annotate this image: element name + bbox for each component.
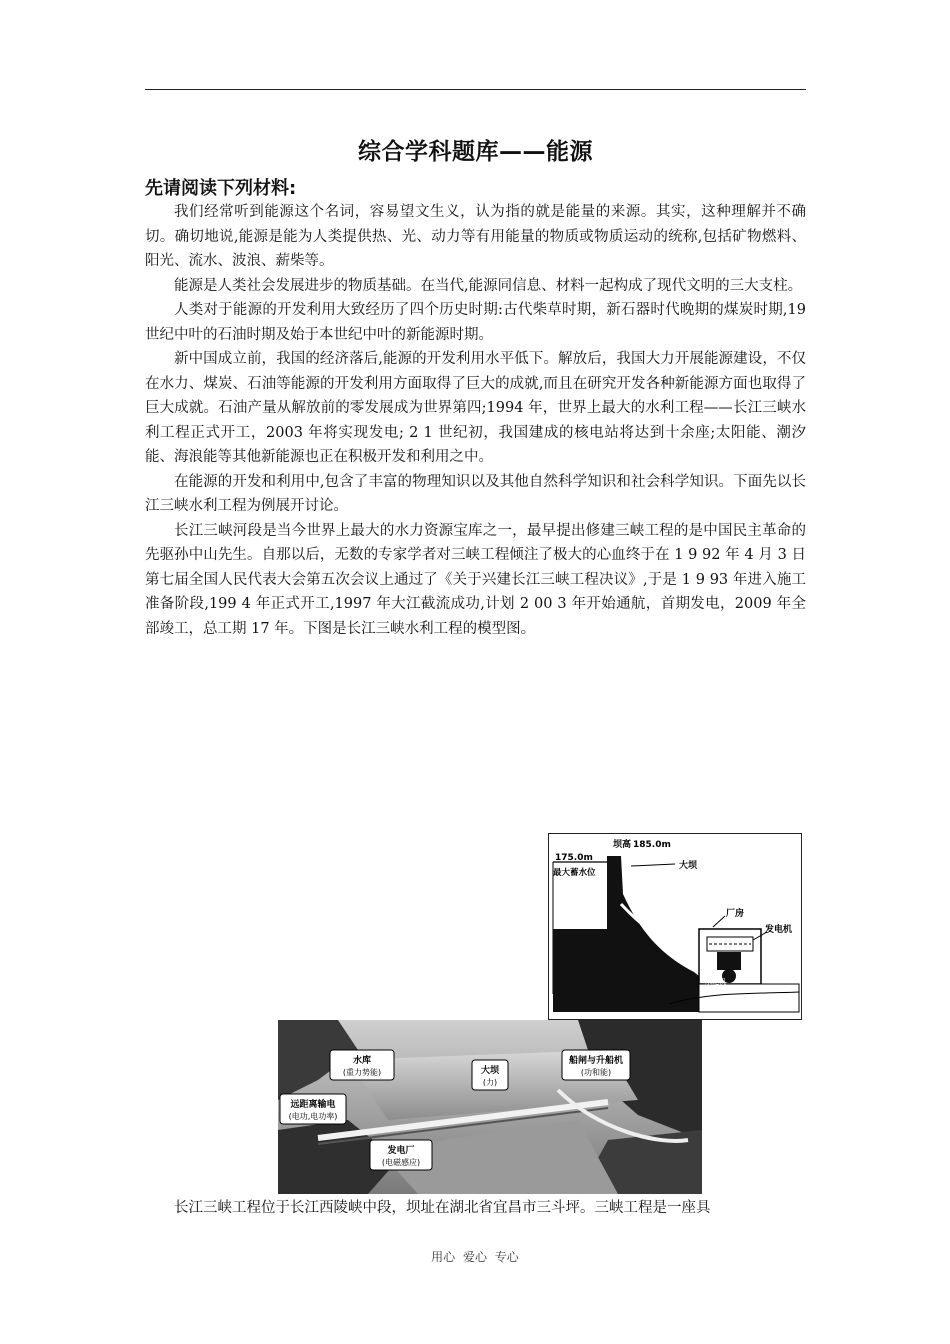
shiplock-label: 船闸与升船机 [568,1056,624,1066]
paragraph: 长江三峡工程位于长江西陵峡中段，坝址在湖北省宜昌市三斗坪。三峡工程是一座具 [174,1200,711,1216]
shiplock-note: (功和能) [580,1068,612,1077]
transmission-callout [280,1094,346,1124]
dam-cross-section-drawing [549,834,801,1019]
max-water-label: 最大蓄水位 [553,868,596,878]
transmission-note: (电功,电功率) [288,1112,338,1121]
paragraph: 能源是人类社会发展进步的物质基础。在当代,能源同信息、材料一起构成了现代文明的三大支柱。 [174,277,803,294]
shiplock-callout [562,1050,630,1080]
reservoir-callout [330,1050,394,1080]
photo-plant-note: (电磁感应) [381,1158,421,1167]
dam-height-value: 185.0m [633,840,671,850]
paragraph: 长江三峡河段是当今世界上最大的水力资源宝库之一，最早提出修建三峡工程的是中国民主革命的先驱孙中山先生。自那以后，无数的专家学者对三峡工程倾注了极大的心血终于在 1 9 92 年 4 月 3 日第七届全国人民代表大会第五次会议上通过了《关于兴建长江三峡工程决议》,于是 1 9 93 年进入施工准备阶段,199 4 年正式开工,1997 年大江截流成功,计划 2 00 3 年开始通航，首期发电，2009 年全部竣工，总工期 17 年。下图是长江三峡水利工程的模型图。 [145,522,806,637]
photo-dam-label: 大坝 [480,1066,500,1076]
dam-cross-section-figure [548,833,802,1020]
body-text [145,200,806,641]
max-water-value: 175.0m [555,853,593,863]
generator-label: 发电机 [765,925,793,935]
photo-dam-note: (力) [482,1078,498,1087]
paragraph: 人类对于能源的开发利用大致经历了四个历史时期:古代柴草时期，新石器时代晚期的煤炭时期,19 世纪中叶的石油时期及始于本世纪中叶的新能源时期。 [145,302,806,343]
dam-height-label: 坝高 [613,840,632,850]
photo-plant-label: 发电厂 [387,1146,415,1156]
page-title: 综合学科题库——能源 [358,139,593,165]
paragraph: 新中国成立前，我国的经济落后,能源的开发利用水平低下。解放后，我国大力开展能源建设，不仅在水力、煤炭、石油等能源的开发利用方面取得了巨大的成就,而且在研究开发各种新能源方面也取得了巨大成就。石油产量从解放前的零发展成为世界第四;1994 年，世界上最大的水利工程——长江三峡水利工程正式开工，2003 年将实现发电; 2 1 世纪初，我国建成的核电站将达到十余座;太阳能、潮汐能、海浪能等其他新能源也正在积极开发和利用之中。 [145,351,806,465]
model-photo-drawing [278,1020,702,1194]
page-footer: 用心 爱心 专心 [431,1250,519,1264]
paragraph: 在能源的开发和利用中,包含了丰富的物理知识以及其他自然科学知识和社会科学知识。下面先以长江三峡水利工程为例展开讨论。 [145,473,806,514]
transmission-label: 远距离输电 [290,1100,336,1110]
turbine-label: 水轮机 [705,978,726,986]
three-gorges-model-photo [278,1020,702,1194]
dam-callout [472,1060,508,1090]
plant-label: 厂房 [726,909,745,919]
section-heading: 先请阅读下列材料: [145,178,297,199]
paragraph: 我们经常听到能源这个名词，容易望文生义，认为指的就是能量的来源。其实，这种理解并不确切。确切地说,能源是能为人类提供热、光、动力等有用能量的物质或物质运动的统称,包括矿物燃料、阳光、流水、波浪、薪柴等。 [145,204,806,269]
reservoir-label: 水库 [352,1056,372,1066]
header-rule [145,89,806,90]
reservoir-note: (重力势能) [342,1068,382,1077]
plant-callout [370,1140,432,1170]
dam-label: 大坝 [679,861,698,871]
